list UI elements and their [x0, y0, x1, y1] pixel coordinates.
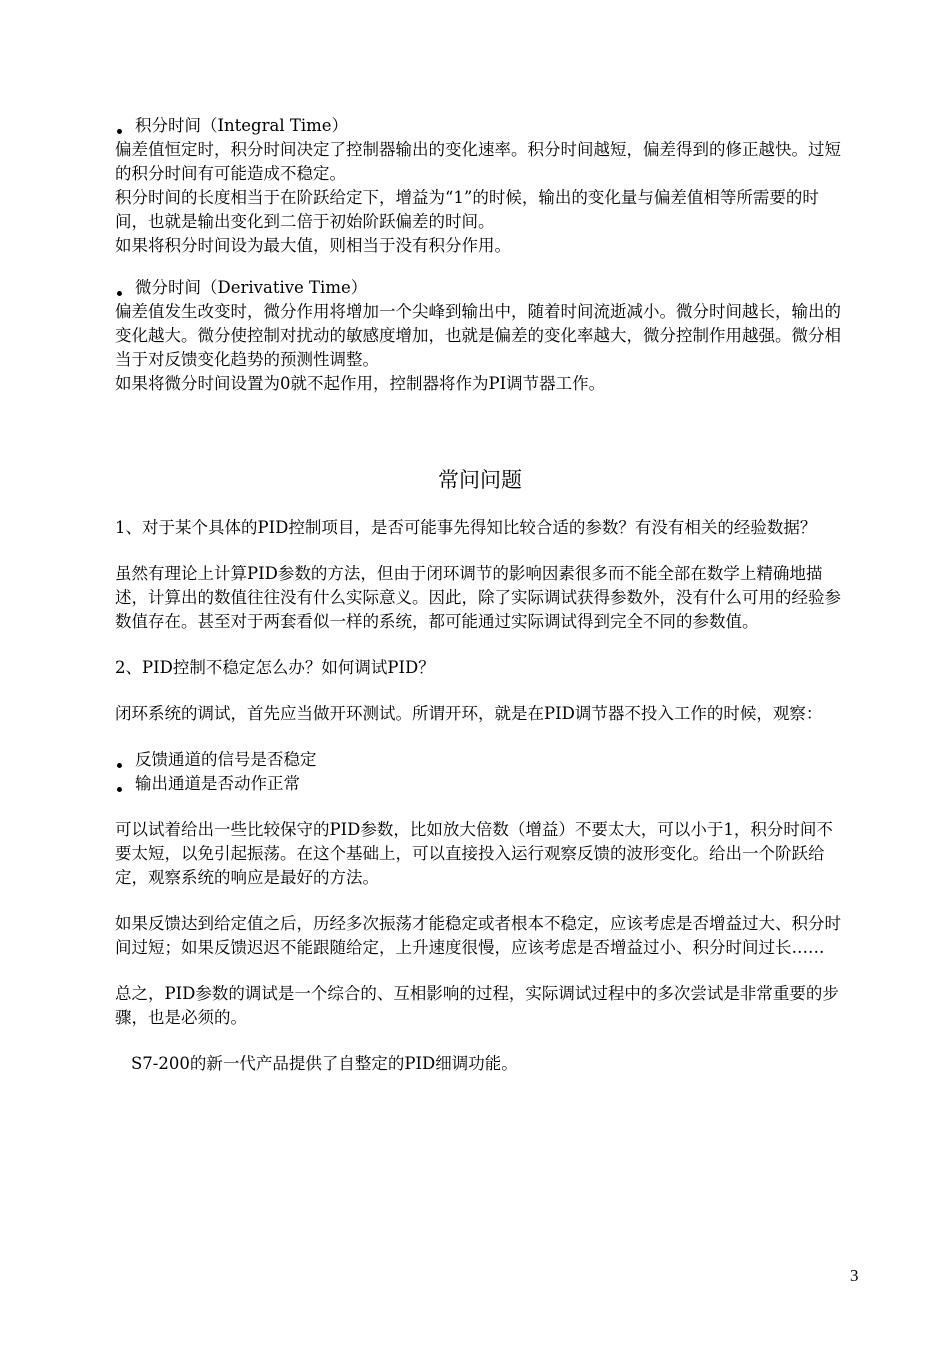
faq-answer-2-para-2: 如果反馈达到给定值之后，历经多次振荡才能稳定或者根本不稳定，应该考虑是否增益过大、积分时间过短；如果反馈迟迟不能跟随给定，上升速度很慢，应该考虑是否增益过小、积分时间过长…… [115, 914, 841, 957]
faq-answer-2-para-3: 总之，PID参数的调试是一个综合的、互相影响的过程，实际调试过程中的多次尝试是非常重要的步骤，也是必须的。 [115, 984, 839, 1027]
faq-answer-2-bullet: 输出通道是否动作正常 [115, 772, 845, 796]
derivative-time-heading: 微分时间（Derivative Time） [115, 276, 845, 300]
integral-para-3: 如果将积分时间设为最大值，则相当于没有积分作用。 [115, 236, 511, 255]
faq-answer-1: 虽然有理论上计算PID参数的方法，但由于闭环调节的影响因素很多而不能全部在数学上精确地描述，计算出的数值往往没有什么实际意义。因此，除了实际调试获得参数外，没有什么可用的经验参数值存在。甚至对于两套看似一样的系统，都可能通过实际调试得到完全不同的参数值。 [115, 564, 841, 631]
integral-para-1: 偏差值恒定时，积分时间决定了控制器输出的变化速率。积分时间越短，偏差得到的修正越快。过短的积分时间有可能造成不稳定。 [115, 140, 841, 183]
derivative-para-2: 如果将微分时间设置为0就不起作用，控制器将作为PI调节器工作。 [115, 374, 606, 393]
integral-para-2: 积分时间的长度相当于在阶跃给定下，增益为“1”的时候，输出的变化量与偏差值相等所需要的时间，也就是输出变化到二倍于初始阶跃偏差的时间。 [115, 188, 819, 231]
faq-answer-2-bullet: 反馈通道的信号是否稳定 [115, 748, 845, 772]
faq-question-1: 1、对于某个具体的PID控制项目，是否可能事先得知比较合适的参数？有没有相关的经验数据？ [115, 518, 817, 537]
derivative-para-1: 偏差值发生改变时，微分作用将增加一个尖峰到输出中，随着时间流逝减小。微分时间越长，输出的变化越大。微分使控制对扰动的敏感度增加，也就是偏差的变化率越大，微分控制作用越强。微分相当于对反馈变化趋势的预测性调整。 [115, 302, 841, 369]
faq-answer-2-intro: 闭环系统的调试，首先应当做开环测试。所谓开环，就是在PID调节器不投入工作的时候，观察： [115, 704, 823, 723]
faq-question-2: 2、PID控制不稳定怎么办？如何调试PID？ [115, 658, 435, 677]
integral-time-heading: 积分时间（Integral Time） [115, 114, 845, 138]
faq-answer-2-para-4: S7-200的新一代产品提供了自整定的PID细调功能。 [131, 1054, 518, 1073]
page-number: 3 [850, 1266, 859, 1285]
faq-answer-2-para-1: 可以试着给出一些比较保守的PID参数，比如放大倍数（增益）不要太大，可以小于1，积分时间不要太短，以免引起振荡。在这个基础上，可以直接投入运行观察反馈的波形变化。给出一个阶跃给定，观察系统的响应是最好的方法。 [115, 820, 833, 887]
faq-title: 常问问题 [438, 468, 522, 492]
document-body [115, 114, 845, 1076]
